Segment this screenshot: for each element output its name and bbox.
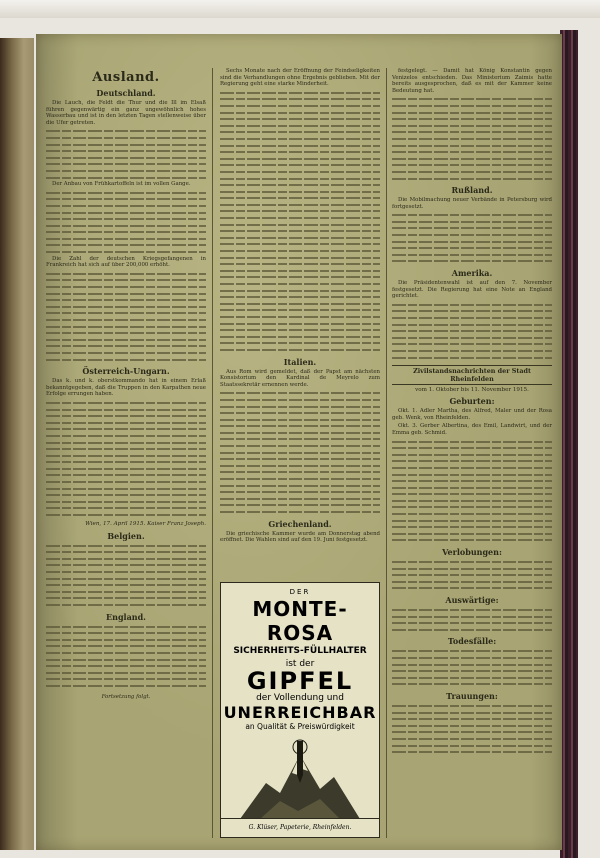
ad-footer: G. Klüser, Papeterie, Rheinfelden. [221,818,379,837]
text-line [46,324,206,331]
text-line [46,637,206,644]
text-line [220,307,380,314]
text-line [46,400,206,407]
text-line [46,135,206,142]
text-line [220,116,380,123]
text-line [46,236,206,243]
text-line [392,465,552,472]
text-line [46,249,206,256]
text-line [46,216,206,223]
text-line [220,321,380,328]
text-line [392,566,552,573]
text-line [46,203,206,210]
text-line [46,190,206,197]
civil-register-period: vom 1. Oktober bis 11. November 1915. [415,387,529,394]
text-line [220,443,380,450]
text-line [46,168,206,175]
text-line [46,562,206,569]
column-2 [220,68,380,578]
ad-title: MONTE-ROSA [252,597,348,645]
text-line [46,479,206,486]
text-line [392,315,552,322]
text-line [220,189,380,196]
article-paragraph: festgelegt. — Damit hat König Konstantin gegen Venizelos entschieden. Das Ministerium Zaimis hatte bereits ausgesprochen, daß es mit der Kammer keine Bedeutung hat. [392,68,552,94]
text-line [46,343,206,350]
text-line [46,663,206,670]
ad-pretitle: DER [289,588,311,596]
text-line [220,502,380,509]
text-line [392,169,552,176]
text-line [220,149,380,156]
article-paragraph: Die griechische Kammer wurde am Donnerstag abend eröffnet. Die Wahlen sind auf den 19. Juni festgesetzt. [220,530,380,544]
text-line [392,129,552,136]
text-line [220,123,380,130]
column-1 [46,68,206,838]
text-line [392,716,552,723]
text-line [392,176,552,183]
text-line [46,624,206,631]
text-line [392,478,552,485]
text-line [392,472,552,479]
text-line [46,297,206,304]
text-line [392,458,552,465]
text-line [220,156,380,163]
text-line [392,743,552,750]
text-line [392,648,552,655]
text-line [220,397,380,404]
text-line [392,348,552,355]
article-paragraph: Die Präsidentenwahl ist auf den 7. November festgesetzt. Die Regierung hat eine Note an England gerichtet. [392,280,552,300]
text-line [220,496,380,503]
text-line [46,630,206,637]
text-line [220,390,380,397]
text-line [392,537,552,544]
binder-top [0,0,600,18]
text-line [392,675,552,682]
text-line [46,543,206,550]
text-line [46,499,206,506]
text-line [392,655,552,662]
text-line [220,456,380,463]
text-line [46,440,206,447]
text-line [392,252,552,259]
text-line [392,531,552,538]
text-line [392,668,552,675]
text-line [392,627,552,634]
text-line [46,161,206,168]
subhead-auswaertige: Auswärtige: [445,595,499,605]
text-line [46,676,206,683]
text-line [46,657,206,664]
text-line [46,595,206,602]
text-line [46,304,206,311]
text-line [392,524,552,531]
text-line [46,512,206,519]
subhead-italien: Italien. [283,356,317,367]
text-line [392,341,552,348]
text-line [46,420,206,427]
text-line [220,509,380,516]
article-paragraph: Die Mobilmachung neuer Verbände in Petersburg wird fortgesetzt. [392,197,552,210]
text-line [46,492,206,499]
text-line [220,228,380,235]
text-line [392,703,552,710]
text-line [46,277,206,284]
text-line [392,729,552,736]
text-line [392,258,552,265]
subhead-belgien: Belgien. [107,530,145,541]
text-line [392,302,552,309]
text-line [392,308,552,315]
column-rule [386,68,387,838]
text-line [46,602,206,609]
text-line [220,404,380,411]
text-line [46,242,206,249]
text-line [46,148,206,155]
subhead-geburten: Geburten: [449,396,495,407]
signature-line: Wien, 17. April 1915. Kaiser Franz Joseph. [85,520,206,527]
section-title-ausland: Ausland. [92,70,160,85]
text-line [220,450,380,457]
text-line [46,453,206,460]
text-line [392,498,552,505]
text-line [46,589,206,596]
column-rule [212,68,213,838]
text-line [392,585,552,592]
text-line [220,274,380,281]
text-line [392,335,552,342]
article-paragraph: Die Zahl der deutschen Kriegsgefangenen in Frankreich hat sich auf über 200,000 erhöht. [46,255,206,269]
text-line [392,219,552,226]
text-line [220,281,380,288]
article-paragraph: Sechs Monate nach der Eröffnung der Feindseligkeiten sind die Verhandlungen ohne Ergebnis geblieben. Mit der Regierung geht eine starke Minderheit. [220,68,380,88]
text-line [220,301,380,308]
text-line [46,433,206,440]
article-paragraph: Der Anbau von Frühkartoffeln ist im vollen Gange. [52,181,191,188]
text-line [392,620,552,627]
text-line [46,175,206,182]
text-line [46,505,206,512]
text-line [392,322,552,329]
continued-note: Fortsetzung folgt. [101,693,151,700]
text-line [220,90,380,97]
text-line [46,284,206,291]
subhead-trauungen: Trauungen: [446,690,498,701]
text-line [392,662,552,669]
text-line [220,417,380,424]
subhead-griechenland: Griechenland. [268,518,332,529]
text-line [46,569,206,576]
text-line [46,446,206,453]
book-edge-right [560,30,578,858]
ad-line-2: der Vollendung und [256,693,344,703]
text-line [46,413,206,420]
subhead-deutschland: Deutschland. [96,88,156,98]
text-line [392,452,552,459]
text-line [46,643,206,650]
text-line [392,491,552,498]
text-line [392,110,552,117]
text-line [220,476,380,483]
text-line [46,155,206,162]
text-line [46,196,206,203]
ad-unerreichbar: UNERREICHBAR [223,703,377,722]
monte-rosa-advertisement [220,582,380,838]
text-line [46,650,206,657]
text-line [46,549,206,556]
text-line [392,225,552,232]
text-line [392,723,552,730]
text-line [46,576,206,583]
text-line [392,681,552,688]
text-line [392,355,552,362]
subhead-amerika: Amerika. [451,268,493,279]
text-line [46,556,206,563]
text-line [46,582,206,589]
text-line [392,239,552,246]
text-line [220,110,380,117]
text-line [220,489,380,496]
text-line [392,245,552,252]
text-line [46,407,206,414]
text-line [392,212,552,219]
ad-line-1: ist der [285,659,315,669]
text-line [46,291,206,298]
text-line [220,248,380,255]
text-line [46,426,206,433]
text-line [220,327,380,334]
text-line [220,241,380,248]
article-paragraph: Die Lauch, die Feldt die Thur und die Ill im Elsaß führen gegenwärtig ein ganz ungewöhnlich hohes Wasserbau und ist in den letzten Tagen stellenweise über die Ufer getreten. [46,100,206,126]
text-line [220,96,380,103]
text-line [220,103,380,110]
text-line [220,136,380,143]
text-line [392,710,552,717]
text-line [220,182,380,189]
text-line [220,340,380,347]
text-line [220,129,380,136]
article-paragraph: Das k. und k. oberstkommando hat in einem Erlaß bekanntgegeben, daß die Truppen in den Karpathen neue Erfolge errungen haben. [46,378,206,398]
text-line [392,614,552,621]
text-line [392,123,552,130]
text-line [392,736,552,743]
text-line [46,350,206,357]
text-line [46,472,206,479]
text-line [392,149,552,156]
text-line [46,229,206,236]
text-line [46,310,206,317]
subhead-russland: Rußland. [451,185,493,196]
text-line [392,607,552,614]
text-line [392,439,552,446]
text-line [392,445,552,452]
text-line [220,436,380,443]
subhead-todesfaelle: Todesfälle: [447,636,497,647]
book-edge-left [0,38,34,850]
text-line [220,314,380,321]
subhead-verlobungen: Verlobungen: [442,547,502,558]
column-3 [392,68,552,838]
text-line [392,162,552,169]
text-line [392,136,552,143]
subhead-england: England. [106,611,146,622]
text-line [220,423,380,430]
text-line [220,347,380,354]
text-line [220,162,380,169]
text-line [220,334,380,341]
ad-line-3: an Qualität & Preiswürdigkeit [245,722,355,731]
text-line [46,683,206,690]
text-line [392,579,552,586]
text-line [46,357,206,364]
text-line [220,463,380,470]
subhead-oesterreich-ungarn: Österreich-Ungarn. [82,366,170,377]
text-line [220,169,380,176]
text-line [220,410,380,417]
text-line [220,288,380,295]
text-line [46,223,206,230]
text-line [220,469,380,476]
civil-register-title: Zivilstandsnachrichten der Stadt Rheinfelden [392,365,552,385]
text-line [220,235,380,242]
text-line [392,518,552,525]
text-line [220,208,380,215]
text-line [46,459,206,466]
text-line [392,103,552,110]
text-line [392,328,552,335]
text-line [220,176,380,183]
text-line [392,143,552,150]
register-entry: Okt. 3. Gerber Albertina, des Emil, Landwirt, und der Emma geb. Schmid. [392,423,552,436]
text-line [220,268,380,275]
text-line [46,271,206,278]
text-line [392,96,552,103]
text-line [392,156,552,163]
ad-subtitle: SICHERHEITS-FÜLLHALTER [233,646,367,656]
text-line [220,215,380,222]
text-line [46,486,206,493]
text-line [46,128,206,135]
text-line [46,142,206,149]
text-line [392,559,552,566]
text-line [46,210,206,217]
text-line [46,670,206,677]
text-line [392,504,552,511]
text-line [220,255,380,262]
text-line [220,294,380,301]
text-line [46,466,206,473]
text-line [392,572,552,579]
mountain-pen-illustration [240,735,360,819]
text-line [220,143,380,150]
article-paragraph: Aus Rom wird gemeldet, daß der Papst am nächsten Konsistorium den Kardinal de Meyrelo zum Staatssekretär ernennen werde. [220,368,380,388]
text-line [46,317,206,324]
text-line [220,195,380,202]
text-line [392,485,552,492]
text-line [220,202,380,209]
text-line [220,430,380,437]
text-line [392,511,552,518]
text-line [392,232,552,239]
text-line [220,261,380,268]
text-line [46,337,206,344]
newspaper-page [36,34,562,850]
text-line [46,330,206,337]
register-entry: Okt. 1. Adler Martha, des Alfred, Maler und der Rosa geb. Wenk, von Rheinfelden. [392,408,552,421]
text-line [392,749,552,756]
ad-gipfel: GIPFEL [246,667,354,695]
text-line [392,116,552,123]
text-line [220,483,380,490]
text-line [220,222,380,229]
